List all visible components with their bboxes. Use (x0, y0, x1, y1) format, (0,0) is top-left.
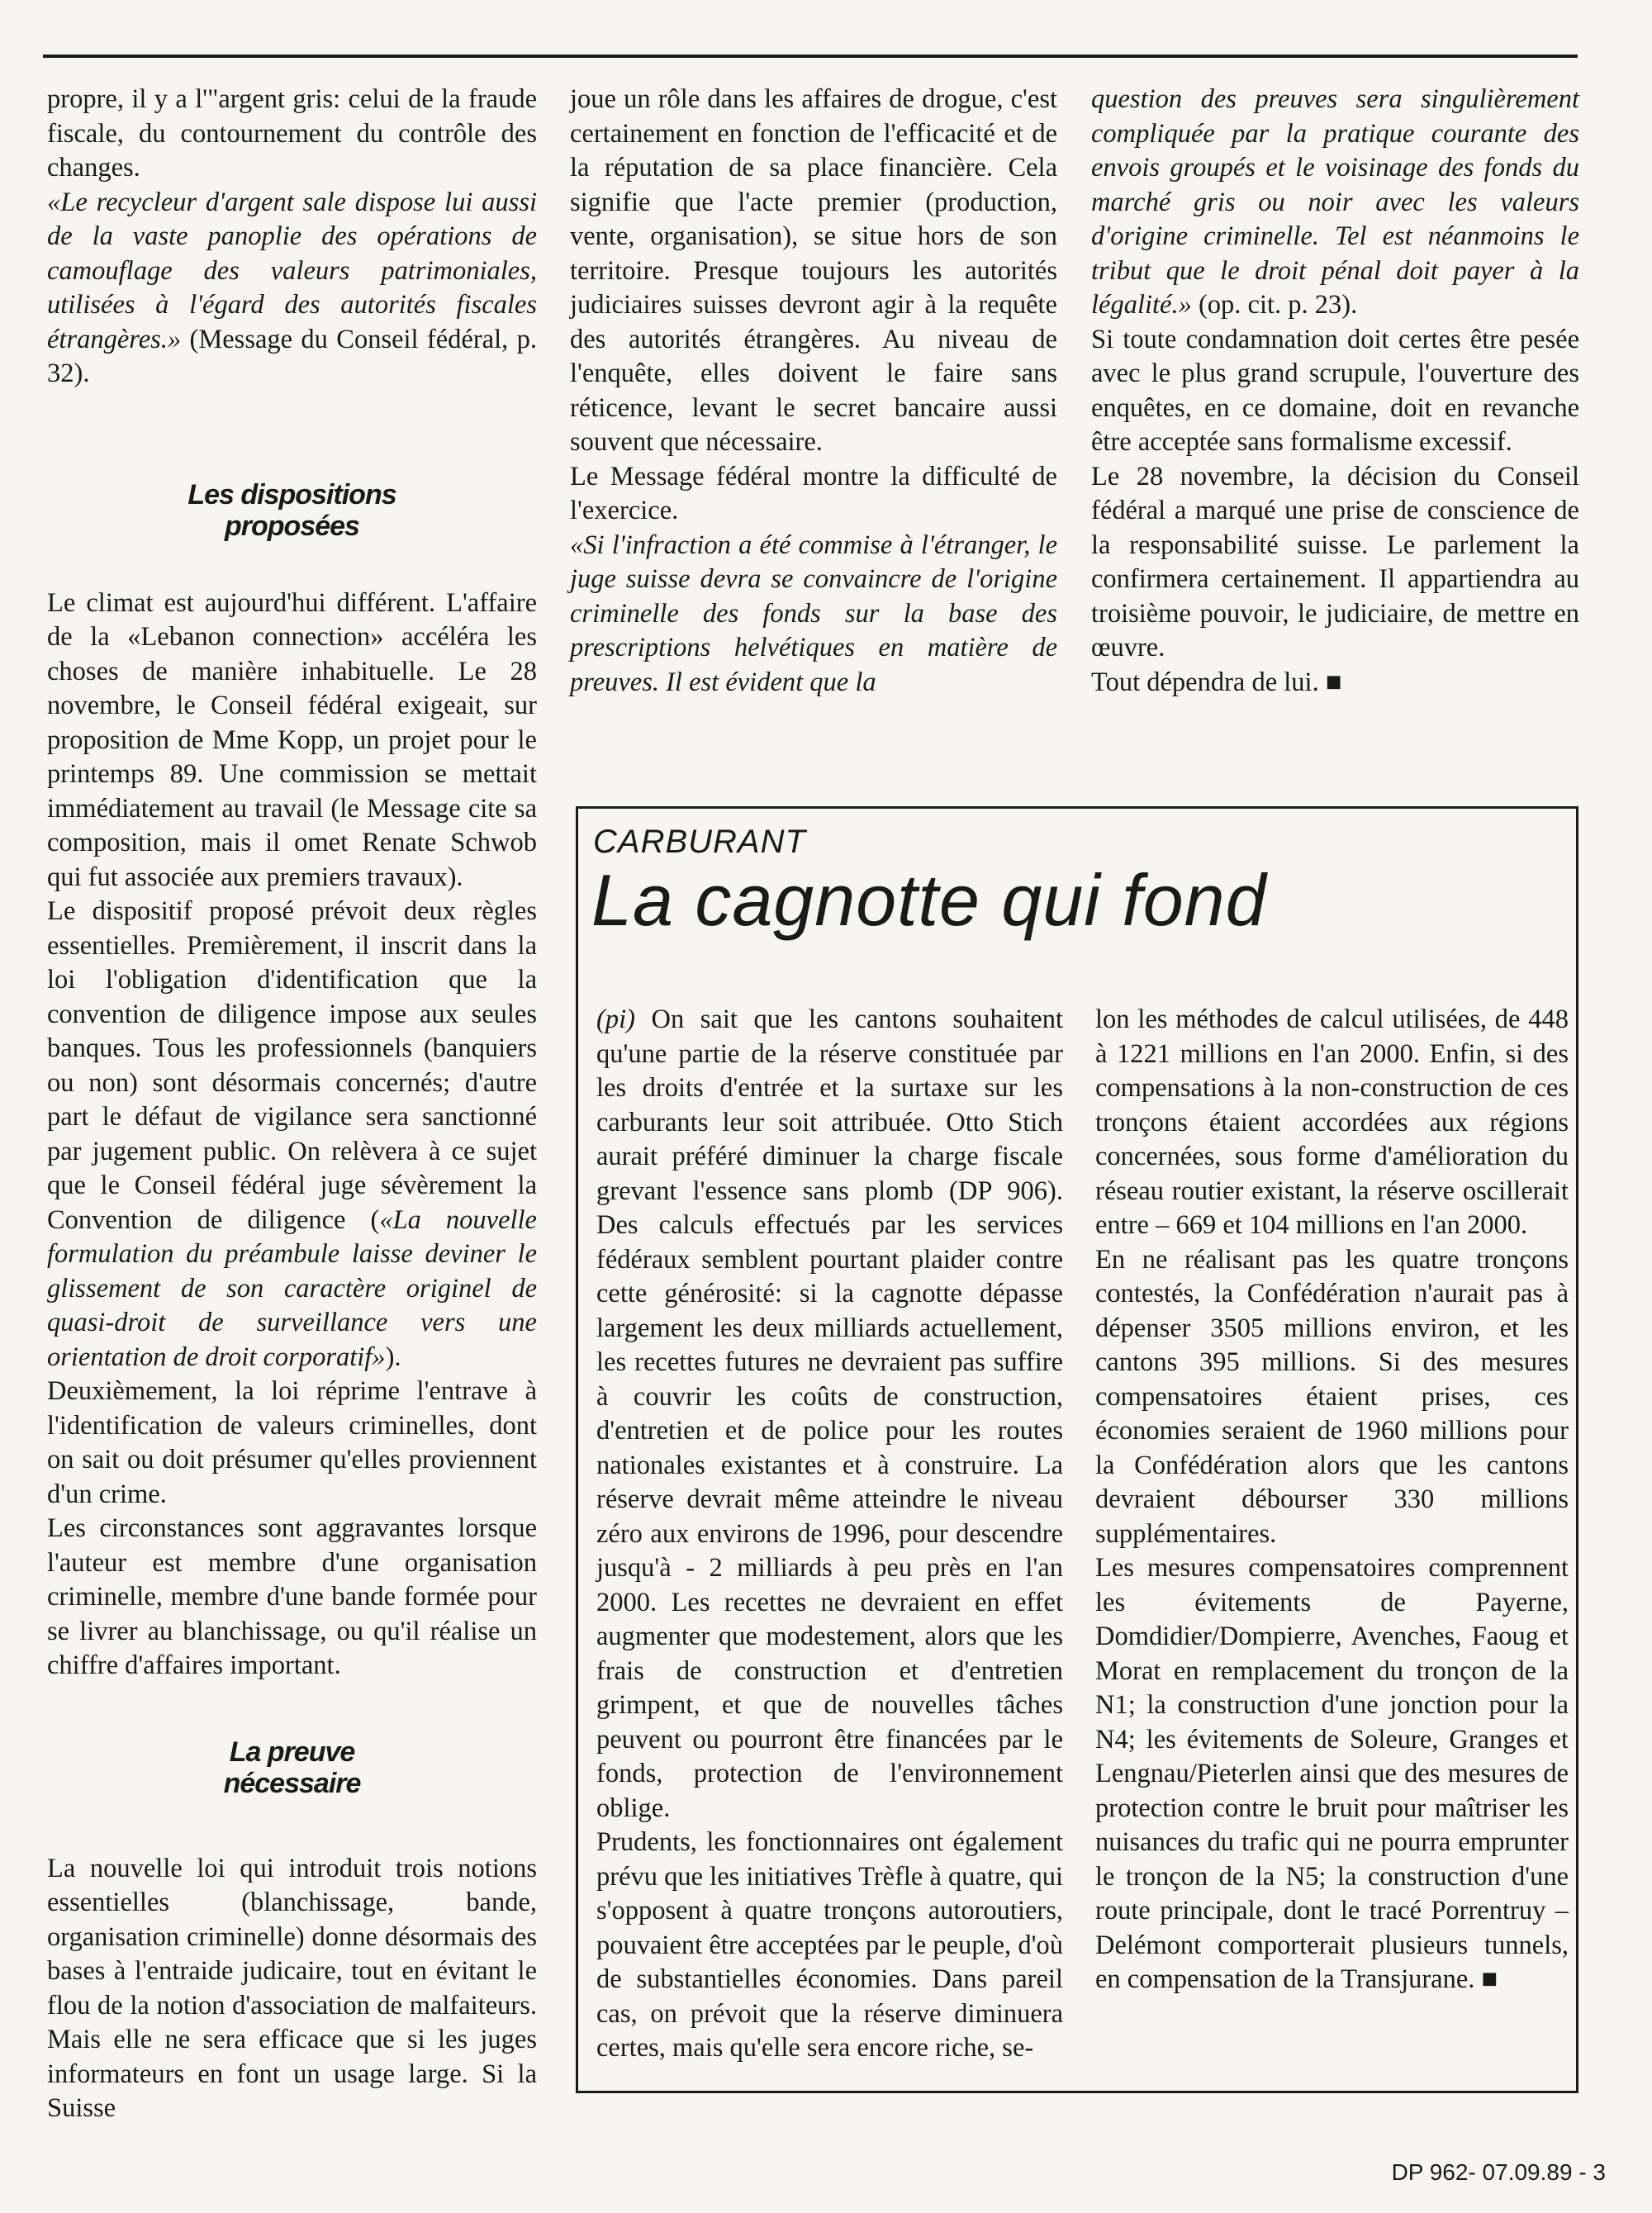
dispositif-text: Le dispositif proposé prévoit deux règles essentielles. Premièrement, il inscrit dans la loi l'obligation d'identification que la convention de diligence impose aux seules banques. Tous les professionnels (banquiers ou non) sont désormais concernés; d'autre part le défaut de vigilance sera sanctionné par jugement public. On relèvera à ce sujet que le Conseil fédéral juge sévèrement la Convention de diligence ( (47, 896, 537, 1235)
paragraph-quote-preuves (1091, 83, 1579, 323)
mesures-text: Les mesures compensatoires comprennent les évitements de Payerne, Domdidier/Dompierre, Avenches, Faoug et Morat en remplacement du tronçon de la N1; la construction d'une jonction pour la N4; les évitements de Soleure, Granges et Lengnau/Pieterlen ainsi que des mesures de protection contre le bruit pour maîtriser les nuisances du trafic qui ne pourra emprunter le tronçon de la N5; la construction d'une route principale, dont le tracé Porrentruy – Delémont comporterait plusieurs tunnels, en compensation de la Transjurane. (1095, 1553, 1569, 1994)
paragraph-condamnation: Si toute condamnation doit certes être pesée avec le plus grand scrupule, l'ouverture des enquêtes, en ce domaine, doit en revanche être acceptée sans formalisme excessif. (1091, 324, 1579, 457)
paragraph-intro: propre, il y a l'"argent gris: celui de la fraude fiscale, du contournement du contrôle des changes. (47, 84, 537, 183)
paragraph-nouvelle-loi: La nouvelle loi qui introduit trois notions essentielles (blanchissage, bande, organisation criminelle) donne désormais des bases à l'entraide judicaire, tout en évitant le flou de la notion d'association de malfaiteurs. Mais elle ne sera efficace que si les juges informateurs en font un usage large. Si la Suisse (47, 1853, 537, 2123)
subheading-dispositions: Les dispositions proposées (188, 478, 396, 542)
conclusion-text: Tout dépendra de lui. (1091, 667, 1319, 697)
end-mark: ■ (1325, 667, 1342, 697)
paragraph-message-federal: Le Message fédéral montre la difficulté de l'exercice. (570, 461, 1057, 525)
article1-column-2 (570, 83, 1057, 700)
paragraph-circonstances: Les circonstances sont aggravantes lorsque l'auteur est membre d'une organisation criminelle, membre d'une bande formée pour se livrer au blanchissage, ou qu'il réalise un chiffre d'affaires important. (47, 1513, 537, 1680)
paragraph-methodes: lon les méthodes de calcul utilisées, de 448 à 1221 millions en l'an 2000. Enfin, si des compensations à la non-construction de ces tronçons étaient accordées aux régions concernées, sous forme d'amélioration du réseau routier existant, la réserve oscillerait entre – 669 et 104 millions en l'an 2000. (1095, 1004, 1569, 1240)
paragraph-quote-message (47, 186, 537, 392)
paragraph-troncons: En ne réalisant pas les quatre tronçons contestés, la Confédération n'aurait pas à dépenser 3505 millions environ, et les cantons 395 millions. Si des mesures compensatoires étaient prises, ces économies seraient de 1960 millions pour la Confédération alors que les cantons devraient débourser 330 millions supplémentaires. (1095, 1244, 1569, 1549)
paragraph-drogue: joue un rôle dans les affaires de drogue, c'est certainement en fonction de l'efficacité et de la réputation de sa place financière. Cela signifie que l'acte premier (production, vente, organisation), se situe hors de son territoire. Presque toujours les autorités judiciaires suisses devront agir à la requête des autorités étrangères. Au niveau de l'enquête, elles doivent le faire sans réticence, levant le secret bancaire aussi souvent que nécessaire. (570, 84, 1057, 457)
article2-headline: La cagnotte qui fond (591, 859, 1267, 941)
paragraph-decision: Le 28 novembre, la décision du Conseil fédéral a marqué une prise de conscience de la responsabilité suisse. Le parlement la confirmera certainement. Il appartiendra au troisième pouvoir, le judiciaire, de mettre en œuvre. (1091, 461, 1579, 662)
quote-text: question des preuves sera singulièrement compliquée par la pratique courante des envois groupés et le voisinage des fonds du marché gris ou noir avec les valeurs d'origine criminelle. Tel est néanmoins le tribut que le droit pénal doit payer à la légalité.» (1091, 84, 1579, 320)
quote-text: «Le recycleur d'argent sale dispose lui aussi de la vaste panoplie des opérations de camouflage des valeurs patrimoniales, utilisées à l'égard des autorités fiscales étrangères.» (47, 187, 537, 354)
quote-reference: (op. cit. p. 23). (1191, 290, 1358, 320)
article2-column-2 (1095, 1003, 1569, 1997)
article1-column-1 (47, 83, 537, 2126)
quote-text: «Si l'infraction a été commise à l'étranger, le juge suisse devra se convaincre de l'origine criminelle des fonds sur la base des prescriptions helvétiques en matière de preuves. Il est évident que la (570, 530, 1057, 697)
paragraph-conclusion (1091, 666, 1579, 700)
end-mark: ■ (1481, 1964, 1498, 1994)
quote-reference: (Message du Conseil fédéral, p. 32). (47, 324, 537, 388)
cantons-text: On sait que les cantons souhaitent qu'une partie de la réserve constituée par les droits d'entrée et la surtaxe sur les carburants leur soit attribuée. Otto Stich aurait préféré diminuer la charge fiscale grevant l'essence sans plomb (DP 906). Des calculs effectués par les services fédéraux semblent pourtant plaider contre cette générosité: si la cagnotte dépasse largement les deux milliards actuellement, les recettes futures ne devraient pas suffire à couvrir les coûts de construction, d'entretien et de police pour les routes nationales existantes et à construire. La réserve devrait même atteindre le niveau zéro aux environs de 1996, pour descendre jusqu'à - 2 milliards à peu près en l'an 2000. Les recettes ne devraient en effet augmenter que modestement, alors que les frais de construction et d'entretien grimpent, et que de nouvelles tâches peuvent ou pourront être financées par le fonds, protection de l'environnement oblige. (596, 1004, 1063, 1823)
paragraph-deuxiemement: Deuxièmement, la loi réprime l'entrave à l'identification de valeurs criminelles, dont on sait ou doit présumer qu'elles proviennent d'un crime. (47, 1376, 537, 1509)
dispositif-quote: «La nouvelle formulation du préambule laisse deviner le glissement de son caractère originel de quasi-droit de surveillance vers une orientation de droit corporatif» (47, 1204, 537, 1372)
paragraph-cantons (596, 1003, 1063, 1826)
article2-kicker: CARBURANT (593, 824, 806, 860)
paragraph-prudents: Prudents, les fonctionnaires ont également prévu que les initiatives Trèfle à quatre, qui s'opposent à quatre tronçons autoroutiers, pouvaient être acceptées par le peuple, d'où de substantielles économies. Dans pareil cas, on prévoit que la réserve diminuera certes, mais qu'elle sera encore riche, se- (596, 1827, 1064, 2063)
paragraph-dispositif (47, 895, 537, 1375)
subheading-preuve: La preuve nécessaire (223, 1736, 361, 1799)
paragraph-mesures (1095, 1551, 1569, 1997)
byline: (pi) (596, 1004, 635, 1034)
page-footer: DP 962- 07.09.89 - 3 (1391, 2159, 1606, 2185)
article2-column-1 (596, 1003, 1063, 2066)
top-rule (43, 55, 1578, 58)
paragraph-climat: Le climat est aujourd'hui différent. L'affaire de la «Lebanon connection» accéléra les choses de manière inhabituelle. Le 28 novembre, le Conseil fédéral exigeait, sur proposition de Mme Kopp, un projet pour le printemps 89. Une commission se mettait immédiatement au travail (le Message cite sa composition, mais il omet Renate Schwob qui fut associée aux premiers travaux). (47, 587, 537, 892)
paragraph-quote-infraction (570, 529, 1057, 700)
article1-column-3 (1091, 83, 1579, 700)
dispositif-end: ). (385, 1342, 401, 1372)
